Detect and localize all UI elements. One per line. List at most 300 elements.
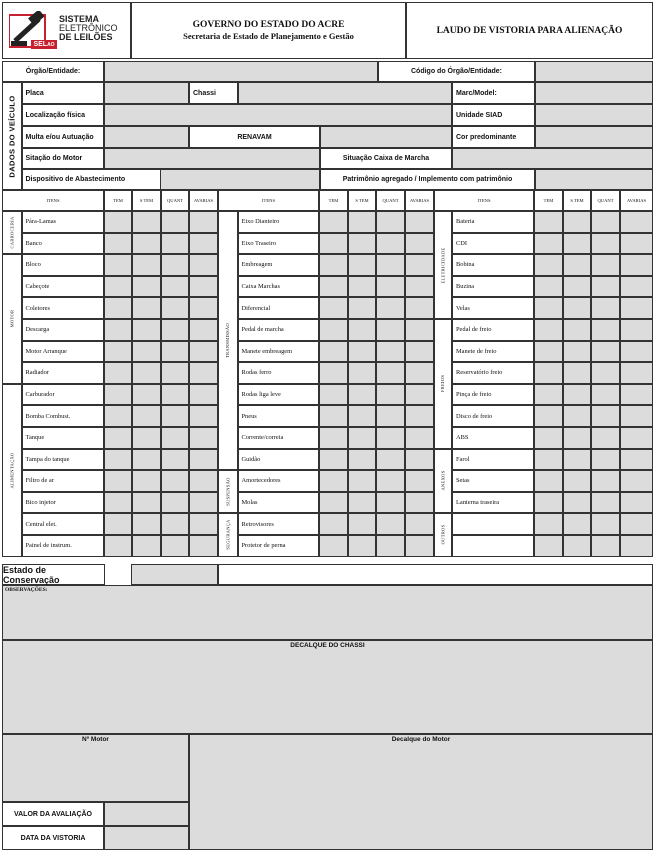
stem-cell[interactable] — [563, 513, 591, 535]
avarias-cell[interactable] — [189, 211, 218, 233]
stem-cell[interactable] — [348, 535, 376, 557]
avarias-cell[interactable] — [620, 427, 653, 449]
item-label: ABS — [452, 427, 534, 449]
stem-cell[interactable] — [563, 211, 591, 233]
tem-cell[interactable] — [319, 297, 348, 319]
header-center — [131, 2, 406, 59]
quant-cell[interactable] — [376, 254, 405, 276]
item-label: Radiador — [22, 362, 105, 384]
stem-cell[interactable] — [563, 319, 591, 341]
avarias-cell[interactable] — [620, 211, 653, 233]
quant-cell[interactable] — [161, 449, 189, 471]
stem-cell[interactable] — [563, 297, 591, 319]
section-label-carroceria: CARROCERIA — [2, 211, 22, 254]
item-label — [452, 535, 534, 557]
item-label: Rodas liga leve — [238, 384, 320, 406]
tem-cell[interactable] — [104, 341, 132, 363]
avarias-cell[interactable] — [405, 405, 434, 427]
tem-cell[interactable] — [534, 362, 563, 384]
stem-cell[interactable] — [132, 470, 161, 492]
stem-cell[interactable] — [132, 211, 161, 233]
quant-cell[interactable] — [591, 341, 620, 363]
stem-cell[interactable] — [348, 405, 376, 427]
avarias-cell[interactable] — [189, 319, 218, 341]
tem-cell[interactable] — [534, 319, 563, 341]
avarias-cell[interactable] — [405, 254, 434, 276]
quant-cell[interactable] — [161, 341, 189, 363]
tem-header: TEM — [534, 190, 563, 211]
tem-cell[interactable] — [319, 405, 348, 427]
avarias-cell[interactable] — [189, 535, 218, 557]
item-label: Descarga — [22, 319, 105, 341]
stem-cell[interactable] — [132, 319, 161, 341]
item-label: Molas — [238, 492, 320, 514]
quant-cell[interactable] — [161, 362, 189, 384]
caixa-label: Situação Caixa de Marcha — [320, 148, 452, 169]
tem-cell[interactable] — [104, 297, 132, 319]
quant-cell[interactable] — [376, 427, 405, 449]
placa-field[interactable] — [104, 82, 189, 104]
quant-cell[interactable] — [161, 470, 189, 492]
tem-cell[interactable] — [534, 470, 563, 492]
section-label-alimentacao: ALIMENTAÇÃO — [2, 384, 22, 557]
valor-field[interactable] — [104, 802, 189, 826]
stem-cell[interactable] — [132, 405, 161, 427]
avarias-cell[interactable] — [189, 362, 218, 384]
stem-cell[interactable] — [348, 211, 376, 233]
marca-label: Marc/Model: — [452, 82, 535, 104]
quant-header: QUANT — [591, 190, 620, 211]
section-label-suspensao: SUSPENSÃO — [218, 470, 238, 513]
cor-label: Cor predominante — [452, 126, 535, 148]
item-label: Lanterna traseira — [452, 492, 534, 514]
chassi-field[interactable] — [238, 82, 452, 104]
tem-cell[interactable] — [319, 233, 348, 255]
avarias-cell[interactable] — [189, 492, 218, 514]
stem-cell[interactable] — [563, 362, 591, 384]
section-label-outros: OUTROS — [434, 513, 452, 556]
quant-cell[interactable] — [591, 297, 620, 319]
estado-field[interactable] — [131, 564, 218, 585]
item-label: Filtro de ar — [22, 470, 105, 492]
quant-cell[interactable] — [161, 513, 189, 535]
stem-cell[interactable] — [132, 492, 161, 514]
tem-cell[interactable] — [104, 535, 132, 557]
avarias-cell[interactable] — [620, 233, 653, 255]
tem-cell[interactable] — [319, 254, 348, 276]
sec-title: Secretaria de Estado de Planejamento e Gestão — [183, 31, 354, 41]
item-label: Corrente/correia — [238, 427, 320, 449]
stem-cell[interactable] — [563, 233, 591, 255]
dispositivo-label: Dispositivo de Abastecimento — [22, 169, 161, 190]
stem-cell[interactable] — [348, 470, 376, 492]
stem-cell[interactable] — [348, 297, 376, 319]
avarias-cell[interactable] — [189, 233, 218, 255]
tem-cell[interactable] — [104, 384, 132, 406]
avarias-cell[interactable] — [405, 535, 434, 557]
quant-cell[interactable] — [376, 492, 405, 514]
item-label: Velas — [452, 297, 534, 319]
tem-cell[interactable] — [319, 513, 348, 535]
stem-cell[interactable] — [563, 492, 591, 514]
tem-cell[interactable] — [534, 341, 563, 363]
quant-cell[interactable] — [161, 492, 189, 514]
motor-situacao-field[interactable] — [104, 148, 320, 169]
avarias-cell[interactable] — [620, 449, 653, 471]
quant-cell[interactable] — [591, 362, 620, 384]
tem-cell[interactable] — [534, 233, 563, 255]
item-label: Eixo Dianteiro — [238, 211, 320, 233]
tem-cell[interactable] — [319, 427, 348, 449]
avarias-cell[interactable] — [405, 513, 434, 535]
item-label: Diferencial — [238, 297, 320, 319]
avarias-cell[interactable] — [620, 513, 653, 535]
multa-label: Multa e/ou Autuação — [22, 126, 104, 148]
item-label: Amortecedores — [238, 470, 320, 492]
dados-veiculo-label: DADOS DO VEÍCULO — [2, 82, 22, 190]
tem-cell[interactable] — [319, 319, 348, 341]
quant-cell[interactable] — [591, 384, 620, 406]
item-label: Buzina — [452, 276, 534, 298]
avarias-cell[interactable] — [189, 276, 218, 298]
quant-cell[interactable] — [376, 233, 405, 255]
quant-cell[interactable] — [161, 384, 189, 406]
stem-cell[interactable] — [563, 427, 591, 449]
avarias-cell[interactable] — [405, 319, 434, 341]
renavam-field[interactable] — [320, 126, 452, 148]
data-label: DATA DA VISTORIA — [2, 826, 104, 850]
tem-cell[interactable] — [104, 211, 132, 233]
avarias-cell[interactable] — [405, 341, 434, 363]
tem-cell[interactable] — [104, 233, 132, 255]
avarias-cell[interactable] — [405, 470, 434, 492]
tem-cell[interactable] — [319, 492, 348, 514]
decalque-chassi-field[interactable] — [2, 640, 653, 734]
avarias-cell[interactable] — [620, 254, 653, 276]
gov-title: GOVERNO DO ESTADO DO ACRE — [192, 20, 345, 30]
observacoes-label: OBSERVAÇÕES: — [5, 587, 48, 593]
item-label: Coletores — [22, 297, 105, 319]
item-label: Tanque — [22, 427, 105, 449]
avarias-cell[interactable] — [620, 297, 653, 319]
stem-header: S TEM — [348, 190, 376, 211]
avarias-cell[interactable] — [405, 492, 434, 514]
valor-label: VALOR DA AVALIAÇÃO — [2, 802, 104, 826]
quant-cell[interactable] — [161, 535, 189, 557]
quant-cell[interactable] — [591, 427, 620, 449]
stem-header: S TEM — [132, 190, 161, 211]
tem-cell[interactable] — [319, 362, 348, 384]
quant-cell[interactable] — [376, 405, 405, 427]
codigo-label: Código do Órgão/Entidade: — [378, 61, 535, 82]
item-label: Setas — [452, 470, 534, 492]
avarias-cell[interactable] — [189, 427, 218, 449]
tem-cell[interactable] — [319, 384, 348, 406]
stem-cell[interactable] — [132, 384, 161, 406]
doc-title: LAUDO DE VISTORIA PARA ALIENAÇÃO — [406, 2, 653, 59]
tem-cell[interactable] — [534, 384, 563, 406]
orgao-field[interactable] — [104, 61, 378, 82]
item-label — [452, 513, 534, 535]
tem-cell[interactable] — [104, 427, 132, 449]
item-label: Manete de freio — [452, 341, 534, 363]
avarias-cell[interactable] — [189, 405, 218, 427]
avarias-cell[interactable] — [405, 362, 434, 384]
localizacao-label: Localização física — [22, 104, 104, 126]
item-label: Bloco — [22, 254, 105, 276]
patrimonio-field[interactable] — [535, 169, 653, 190]
section-label-motor: MOTOR — [2, 254, 22, 384]
quant-cell[interactable] — [376, 513, 405, 535]
tem-cell[interactable] — [534, 211, 563, 233]
dispositivo-field[interactable] — [160, 169, 320, 190]
avarias-cell[interactable] — [405, 449, 434, 471]
item-label: Central elet. — [22, 513, 105, 535]
stem-cell[interactable] — [348, 233, 376, 255]
cor-field[interactable] — [535, 126, 653, 148]
item-label: Manete embreagem — [238, 341, 320, 363]
item-label: Guidão — [238, 449, 320, 471]
stem-cell[interactable] — [348, 276, 376, 298]
avarias-cell[interactable] — [189, 297, 218, 319]
logo-text-1: SISTEMA — [59, 14, 100, 24]
quant-cell[interactable] — [376, 470, 405, 492]
avarias-cell[interactable] — [189, 449, 218, 471]
tem-cell[interactable] — [534, 254, 563, 276]
tem-cell[interactable] — [104, 405, 132, 427]
quant-cell[interactable] — [591, 276, 620, 298]
stem-cell[interactable] — [132, 362, 161, 384]
quant-header: QUANT — [161, 190, 189, 211]
tem-cell[interactable] — [104, 492, 132, 514]
tem-cell[interactable] — [534, 492, 563, 514]
codigo-field[interactable] — [535, 61, 653, 82]
logo-box — [2, 2, 131, 59]
stem-cell[interactable] — [132, 341, 161, 363]
stem-cell[interactable] — [563, 341, 591, 363]
item-label: Embreagem — [238, 254, 320, 276]
stem-cell[interactable] — [132, 449, 161, 471]
itens-header: ITENS — [2, 190, 104, 211]
avarias-cell[interactable] — [620, 362, 653, 384]
quant-header: QUANT — [376, 190, 405, 211]
item-label: Pedal de marcha — [238, 319, 320, 341]
avarias-cell[interactable] — [189, 254, 218, 276]
stem-cell[interactable] — [132, 233, 161, 255]
stem-cell[interactable] — [563, 384, 591, 406]
item-label: Motor Arranque — [22, 341, 105, 363]
item-label: CDI — [452, 233, 534, 255]
decalque-motor-field[interactable] — [189, 734, 653, 850]
avarias-cell[interactable] — [620, 470, 653, 492]
item-label: Bico injetor — [22, 492, 105, 514]
stem-cell[interactable] — [348, 362, 376, 384]
avarias-cell[interactable] — [405, 211, 434, 233]
quant-cell[interactable] — [591, 405, 620, 427]
item-label: Retrovisores — [238, 513, 320, 535]
estado-extra — [218, 564, 653, 585]
patrimonio-label: Patrimônio agregado / Implemento com patrimônio — [320, 169, 535, 190]
itens-header: ITENS — [434, 190, 534, 211]
avarias-cell[interactable] — [189, 513, 218, 535]
quant-cell[interactable] — [161, 233, 189, 255]
avarias-cell[interactable] — [405, 427, 434, 449]
quant-cell[interactable] — [161, 319, 189, 341]
stem-cell[interactable] — [132, 297, 161, 319]
stem-cell[interactable] — [563, 276, 591, 298]
item-label: Carburador — [22, 384, 105, 406]
tem-cell[interactable] — [534, 535, 563, 557]
quant-cell[interactable] — [376, 341, 405, 363]
placa-label: Placa — [22, 82, 104, 104]
item-label: Cabeçote — [22, 276, 105, 298]
avarias-cell[interactable] — [620, 384, 653, 406]
quant-cell[interactable] — [161, 254, 189, 276]
unidade-label: Unidade SIAD — [452, 104, 535, 126]
quant-cell[interactable] — [376, 362, 405, 384]
tem-cell[interactable] — [104, 362, 132, 384]
logo-badge: SEL AO — [31, 40, 57, 49]
stem-cell[interactable] — [132, 276, 161, 298]
tem-cell[interactable] — [104, 470, 132, 492]
estado-label: Estado de Conservação — [2, 564, 105, 585]
logo-text-3: DE LEILÕES — [59, 32, 113, 42]
stem-cell[interactable] — [348, 449, 376, 471]
item-label: Banco — [22, 233, 105, 255]
tem-cell[interactable] — [534, 276, 563, 298]
tem-cell[interactable] — [104, 513, 132, 535]
stem-cell[interactable] — [348, 254, 376, 276]
tem-cell[interactable] — [534, 427, 563, 449]
avarias-cell[interactable] — [189, 384, 218, 406]
avarias-cell[interactable] — [405, 276, 434, 298]
item-label: Protetor de perna — [238, 535, 320, 557]
multa-field[interactable] — [104, 126, 189, 148]
section-label-anexos: ANEXOS — [434, 449, 452, 514]
quant-cell[interactable] — [376, 384, 405, 406]
quant-cell[interactable] — [161, 427, 189, 449]
quant-cell[interactable] — [161, 405, 189, 427]
quant-cell[interactable] — [591, 449, 620, 471]
tem-cell[interactable] — [104, 449, 132, 471]
avarias-cell[interactable] — [620, 276, 653, 298]
quant-cell[interactable] — [591, 319, 620, 341]
quant-cell[interactable] — [591, 211, 620, 233]
quant-cell[interactable] — [161, 211, 189, 233]
avarias-cell[interactable] — [405, 384, 434, 406]
stem-header: S TEM — [563, 190, 591, 211]
avarias-cell[interactable] — [620, 535, 653, 557]
avarias-cell[interactable] — [189, 470, 218, 492]
stem-cell[interactable] — [348, 513, 376, 535]
stem-cell[interactable] — [132, 535, 161, 557]
tem-cell[interactable] — [534, 513, 563, 535]
marca-field[interactable] — [535, 82, 653, 104]
stem-cell[interactable] — [132, 254, 161, 276]
tem-cell[interactable] — [319, 211, 348, 233]
item-label: Disco de freio — [452, 405, 534, 427]
avarias-cell[interactable] — [405, 297, 434, 319]
quant-cell[interactable] — [591, 254, 620, 276]
tem-cell[interactable] — [319, 470, 348, 492]
avarias-cell[interactable] — [620, 492, 653, 514]
tem-cell[interactable] — [319, 341, 348, 363]
tem-cell[interactable] — [104, 254, 132, 276]
quant-cell[interactable] — [591, 233, 620, 255]
item-label: Bateria — [452, 211, 534, 233]
tem-cell[interactable] — [104, 319, 132, 341]
tem-cell[interactable] — [319, 535, 348, 557]
quant-cell[interactable] — [161, 276, 189, 298]
n-motor-field[interactable] — [2, 734, 189, 802]
tem-cell[interactable] — [319, 449, 348, 471]
stem-cell[interactable] — [348, 384, 376, 406]
stem-cell[interactable] — [563, 254, 591, 276]
avarias-cell[interactable] — [620, 341, 653, 363]
quant-cell[interactable] — [376, 297, 405, 319]
quant-cell[interactable] — [376, 319, 405, 341]
tem-cell[interactable] — [534, 297, 563, 319]
item-label: Pneus — [238, 405, 320, 427]
avarias-cell[interactable] — [620, 405, 653, 427]
stem-cell[interactable] — [563, 470, 591, 492]
localizacao-field[interactable] — [104, 104, 452, 126]
tem-cell[interactable] — [534, 449, 563, 471]
tem-header: TEM — [104, 190, 132, 211]
section-label-seguranca: SEGURANÇA — [218, 513, 238, 556]
observacoes-field[interactable] — [2, 585, 653, 640]
quant-cell[interactable] — [376, 276, 405, 298]
avarias-cell[interactable] — [620, 319, 653, 341]
avarias-header: AVARIAS — [189, 190, 218, 211]
decalque-chassi-label: DECALQUE DO CHASSI — [290, 642, 365, 649]
item-label: Painel de instrum. — [22, 535, 105, 557]
quant-cell[interactable] — [161, 297, 189, 319]
quant-cell[interactable] — [376, 535, 405, 557]
quant-cell[interactable] — [591, 535, 620, 557]
stem-cell[interactable] — [348, 492, 376, 514]
tem-cell[interactable] — [319, 276, 348, 298]
stem-cell[interactable] — [348, 427, 376, 449]
section-label-freios: FREIOS — [434, 319, 452, 449]
unidade-field[interactable] — [535, 104, 653, 126]
quant-cell[interactable] — [376, 449, 405, 471]
avarias-cell[interactable] — [189, 341, 218, 363]
quant-cell[interactable] — [591, 513, 620, 535]
item-label: Pára-Lamas — [22, 211, 105, 233]
tem-cell[interactable] — [534, 405, 563, 427]
stem-cell[interactable] — [348, 341, 376, 363]
quant-cell[interactable] — [591, 492, 620, 514]
avarias-header: AVARIAS — [405, 190, 434, 211]
renavam-label: RENAVAM — [189, 126, 320, 148]
item-label: Bobina — [452, 254, 534, 276]
item-label: Farol — [452, 449, 534, 471]
stem-cell[interactable] — [563, 449, 591, 471]
stem-cell[interactable] — [132, 513, 161, 535]
data-field[interactable] — [104, 826, 189, 850]
avarias-header: AVARIAS — [620, 190, 653, 211]
stem-cell[interactable] — [563, 535, 591, 557]
stem-cell[interactable] — [563, 405, 591, 427]
quant-cell[interactable] — [591, 470, 620, 492]
quant-cell[interactable] — [376, 211, 405, 233]
avarias-cell[interactable] — [405, 233, 434, 255]
stem-cell[interactable] — [348, 319, 376, 341]
stem-cell[interactable] — [132, 427, 161, 449]
tem-cell[interactable] — [104, 276, 132, 298]
caixa-field[interactable] — [452, 148, 653, 169]
